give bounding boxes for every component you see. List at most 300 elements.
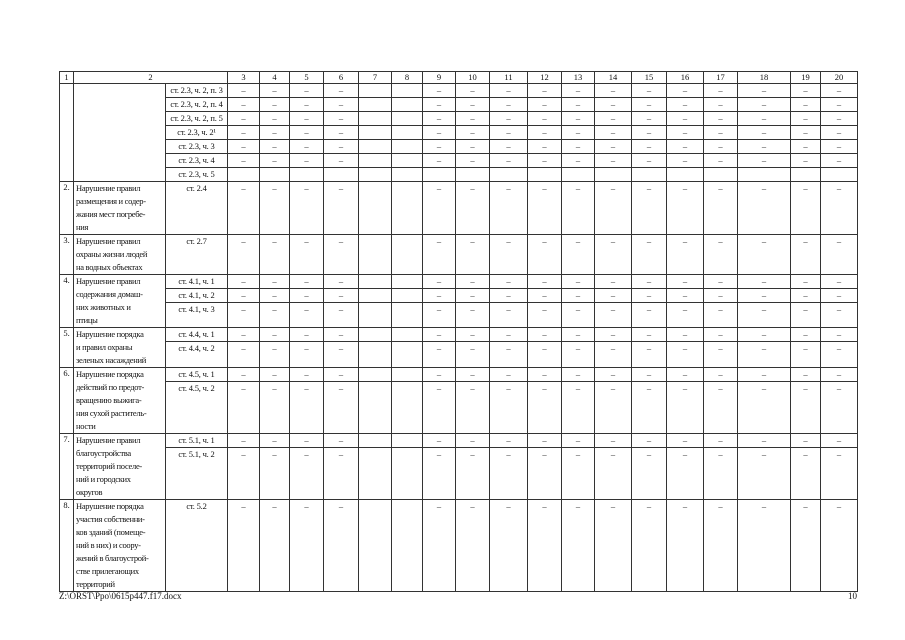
offense-name-line: округов	[76, 487, 103, 497]
value-dash: –	[228, 328, 259, 342]
value-dash: –	[646, 501, 652, 511]
value-dash: –	[423, 98, 455, 112]
value-dash: –	[821, 328, 857, 342]
value-cell	[595, 368, 632, 434]
value-dash: –	[304, 343, 309, 353]
column-number-16: 16	[667, 72, 704, 84]
document-sheet	[59, 71, 857, 592]
value-dash	[392, 289, 422, 303]
value-dash	[228, 168, 259, 181]
value-dash: –	[575, 183, 581, 193]
value-dash: –	[738, 84, 790, 98]
value-dash: –	[228, 368, 259, 382]
value-dash: –	[260, 98, 289, 112]
value-dash: –	[260, 328, 289, 342]
article-reference: ст. 4.1, ч. 3	[178, 304, 215, 314]
value-dash	[392, 168, 422, 181]
value-dash: –	[423, 154, 455, 168]
value-dash: –	[260, 112, 289, 126]
value-dash	[260, 168, 289, 181]
value-cell	[738, 328, 791, 368]
value-dash	[359, 434, 391, 448]
article-reference: ст. 4.4, ч. 1	[166, 328, 227, 342]
value-dash: –	[528, 126, 561, 140]
value-cell	[423, 182, 456, 235]
value-cell	[324, 500, 359, 592]
value-cell	[821, 328, 858, 368]
value-dash: –	[821, 112, 857, 126]
value-cell	[704, 235, 738, 275]
value-dash: –	[682, 449, 688, 459]
value-dash: –	[324, 289, 358, 303]
value-cell	[528, 182, 562, 235]
value-dash: –	[761, 383, 767, 393]
value-dash: –	[718, 383, 723, 393]
value-dash: –	[338, 501, 344, 511]
value-dash	[667, 168, 703, 181]
value-dash: –	[738, 154, 790, 168]
table-row	[60, 328, 858, 368]
value-dash: –	[595, 368, 631, 382]
value-dash	[359, 182, 391, 195]
value-dash: –	[260, 126, 289, 140]
value-dash: –	[704, 140, 737, 154]
value-cell	[490, 84, 528, 182]
value-cell	[821, 275, 858, 328]
value-cell	[632, 275, 667, 328]
value-dash: –	[290, 368, 323, 382]
value-dash: –	[506, 236, 511, 246]
value-dash: –	[575, 501, 581, 511]
value-dash: –	[682, 383, 688, 393]
value-dash: –	[667, 154, 703, 168]
value-dash	[632, 168, 666, 181]
value-dash: –	[528, 434, 561, 448]
offense-name-line	[76, 136, 165, 149]
value-cell	[791, 434, 821, 500]
value-cell	[290, 235, 324, 275]
offense-name-line: зеленых насаждений	[76, 355, 146, 365]
value-dash: –	[791, 140, 820, 154]
value-cell	[456, 368, 490, 434]
column-number-15: 15	[632, 72, 667, 84]
value-dash: –	[272, 183, 277, 193]
value-dash: –	[646, 183, 652, 193]
value-dash: –	[761, 449, 767, 459]
value-dash: –	[803, 449, 808, 459]
column-number-5: 5	[290, 72, 324, 84]
value-dash: –	[436, 343, 442, 353]
value-dash: –	[272, 449, 277, 459]
offense-name	[74, 182, 166, 235]
offense-name-line: и правил охраны	[76, 342, 133, 352]
value-dash	[359, 126, 391, 140]
value-dash: –	[456, 328, 489, 342]
value-cell	[562, 84, 595, 182]
value-cell	[260, 182, 290, 235]
value-dash	[562, 168, 594, 181]
value-cell	[667, 434, 704, 500]
value-dash	[490, 168, 527, 181]
value-dash: –	[595, 140, 631, 154]
value-cell	[791, 84, 821, 182]
value-cell	[290, 500, 324, 592]
column-number-12: 12	[528, 72, 562, 84]
value-cell	[392, 434, 423, 500]
value-cell	[821, 500, 858, 592]
value-dash: –	[632, 368, 666, 382]
article-references	[166, 500, 228, 592]
value-cell	[228, 84, 260, 182]
value-cell	[528, 434, 562, 500]
value-dash: –	[595, 112, 631, 126]
article-references	[166, 434, 228, 500]
value-dash: –	[562, 84, 594, 98]
value-dash: –	[646, 449, 652, 459]
value-dash: –	[290, 126, 323, 140]
value-dash: –	[272, 501, 277, 511]
value-dash: –	[791, 328, 820, 342]
offense-name	[74, 84, 166, 182]
value-dash: –	[290, 289, 323, 303]
value-dash: –	[610, 183, 616, 193]
value-cell	[228, 368, 260, 434]
value-dash: –	[490, 98, 527, 112]
value-dash: –	[470, 236, 475, 246]
value-dash: –	[667, 434, 703, 448]
value-dash: –	[791, 98, 820, 112]
column-number-17: 17	[704, 72, 738, 84]
value-dash: –	[456, 154, 489, 168]
value-dash: –	[272, 343, 277, 353]
value-dash: –	[506, 343, 511, 353]
value-cell	[359, 84, 392, 182]
value-cell	[324, 84, 359, 182]
value-cell	[821, 182, 858, 235]
value-dash: –	[704, 126, 737, 140]
article-reference: ст. 4.4, ч. 2	[178, 343, 215, 353]
value-cell	[821, 235, 858, 275]
value-cell	[392, 235, 423, 275]
value-dash: –	[528, 140, 561, 154]
article-reference: ст. 5.1, ч. 1	[166, 434, 227, 448]
value-dash: –	[436, 304, 442, 314]
value-dash	[392, 154, 422, 168]
offense-name-line: действий по предот-	[76, 382, 145, 392]
value-dash: –	[324, 84, 358, 98]
row-number: 4.	[60, 275, 74, 328]
value-cell	[632, 368, 667, 434]
value-dash	[359, 382, 391, 395]
value-dash	[359, 500, 391, 513]
value-dash: –	[324, 154, 358, 168]
value-dash: –	[338, 183, 344, 193]
value-dash: –	[595, 289, 631, 303]
value-cell	[632, 235, 667, 275]
value-dash: –	[836, 343, 842, 353]
value-dash: –	[290, 328, 323, 342]
value-dash: –	[542, 304, 547, 314]
value-dash: –	[290, 98, 323, 112]
value-dash	[392, 140, 422, 154]
value-cell	[704, 500, 738, 592]
value-cell	[228, 275, 260, 328]
value-cell	[738, 182, 791, 235]
value-dash	[359, 448, 391, 461]
value-cell	[632, 84, 667, 182]
value-dash: –	[575, 383, 581, 393]
value-cell	[490, 434, 528, 500]
value-dash: –	[490, 84, 527, 98]
value-dash: –	[761, 343, 767, 353]
value-cell	[791, 368, 821, 434]
value-cell	[423, 328, 456, 368]
offense-name-line: размещения и содер-	[76, 196, 146, 206]
offense-name	[74, 434, 166, 500]
value-cell	[667, 235, 704, 275]
article-references	[166, 275, 228, 328]
value-dash: –	[718, 236, 723, 246]
value-dash: –	[436, 449, 442, 459]
value-dash: –	[821, 98, 857, 112]
value-dash	[595, 168, 631, 181]
value-dash: –	[738, 289, 790, 303]
value-dash: –	[667, 289, 703, 303]
value-dash	[392, 126, 422, 140]
value-dash: –	[803, 343, 808, 353]
value-dash: –	[667, 368, 703, 382]
value-dash: –	[595, 434, 631, 448]
value-dash: –	[704, 112, 737, 126]
article-reference: ст. 5.2	[186, 501, 207, 511]
row-number: 7.	[60, 434, 74, 500]
value-cell	[704, 328, 738, 368]
value-dash: –	[490, 112, 527, 126]
offense-name-line: ния	[76, 222, 89, 232]
value-dash: –	[272, 304, 277, 314]
value-dash: –	[436, 236, 442, 246]
value-cell	[290, 182, 324, 235]
footer-page-number: 10	[848, 591, 857, 601]
value-dash	[456, 168, 489, 181]
value-dash	[791, 168, 820, 181]
value-dash: –	[632, 98, 666, 112]
offense-name-line: территорий	[76, 579, 115, 589]
value-dash: –	[595, 275, 631, 289]
value-dash: –	[528, 289, 561, 303]
value-cell	[704, 368, 738, 434]
offense-name-line	[76, 84, 165, 97]
value-dash: –	[575, 343, 581, 353]
value-dash: –	[761, 304, 767, 314]
value-cell	[456, 275, 490, 328]
offense-name-line: них животных и	[76, 302, 131, 312]
value-dash: –	[260, 154, 289, 168]
value-cell	[595, 275, 632, 328]
value-cell	[228, 434, 260, 500]
value-cell	[423, 84, 456, 182]
value-cell	[791, 328, 821, 368]
column-number-20: 20	[821, 72, 858, 84]
value-dash: –	[610, 501, 616, 511]
value-cell	[290, 328, 324, 368]
offense-name-line: территорий поселе-	[76, 461, 142, 471]
value-dash: –	[704, 289, 737, 303]
value-dash: –	[324, 112, 358, 126]
value-cell	[490, 368, 528, 434]
value-cell	[456, 84, 490, 182]
value-dash: –	[241, 501, 246, 511]
value-cell	[260, 84, 290, 182]
value-cell	[423, 434, 456, 500]
value-dash: –	[304, 383, 309, 393]
value-dash: –	[542, 236, 547, 246]
value-cell	[821, 84, 858, 182]
column-number-19: 19	[791, 72, 821, 84]
value-cell	[595, 84, 632, 182]
value-dash: –	[704, 328, 737, 342]
value-dash: –	[241, 449, 246, 459]
value-cell	[359, 275, 392, 328]
value-dash: –	[667, 84, 703, 98]
value-dash	[392, 328, 422, 342]
value-cell	[562, 275, 595, 328]
row-number: 3.	[60, 235, 74, 275]
table-row	[60, 500, 858, 592]
value-dash: –	[542, 501, 547, 511]
value-dash: –	[506, 183, 511, 193]
value-dash: –	[738, 126, 790, 140]
value-cell	[791, 275, 821, 328]
value-dash: –	[682, 343, 688, 353]
value-dash: –	[470, 501, 475, 511]
value-dash: –	[290, 112, 323, 126]
table-row	[60, 275, 858, 328]
value-dash: –	[610, 383, 616, 393]
offense-name-line: Нарушение порядка	[76, 369, 144, 379]
article-reference: ст. 2.3, ч. 2¹	[166, 126, 227, 140]
value-dash: –	[667, 112, 703, 126]
value-cell	[290, 434, 324, 500]
value-cell	[738, 84, 791, 182]
value-dash: –	[456, 368, 489, 382]
value-cell	[324, 434, 359, 500]
offense-name-line: содержания домаш-	[76, 289, 143, 299]
value-dash: –	[542, 383, 547, 393]
value-dash	[359, 328, 391, 342]
value-dash: –	[562, 98, 594, 112]
offense-name-line: Нарушение порядка	[76, 501, 144, 511]
offense-name-line: ний и городских	[76, 474, 131, 484]
value-dash	[392, 500, 422, 513]
value-dash: –	[704, 84, 737, 98]
offense-name-line: стве прилегающих	[76, 566, 139, 576]
value-dash: –	[528, 112, 561, 126]
article-references	[166, 328, 228, 368]
article-reference: ст. 2.3, ч. 5	[178, 169, 215, 179]
value-dash: –	[490, 140, 527, 154]
value-dash: –	[667, 140, 703, 154]
value-cell	[456, 235, 490, 275]
value-dash: –	[791, 126, 820, 140]
value-dash: –	[260, 434, 289, 448]
value-dash: –	[791, 275, 820, 289]
value-dash: –	[718, 343, 723, 353]
value-dash: –	[228, 126, 259, 140]
value-dash: –	[791, 112, 820, 126]
value-dash	[359, 112, 391, 126]
value-dash: –	[272, 236, 277, 246]
value-dash: –	[423, 275, 455, 289]
offense-name-line: Нарушение правил	[76, 183, 141, 193]
offense-name-line	[76, 149, 165, 162]
value-dash: –	[738, 275, 790, 289]
article-reference: ст. 4.5, ч. 2	[178, 383, 215, 393]
value-dash: –	[562, 154, 594, 168]
value-cell	[392, 328, 423, 368]
value-cell	[595, 328, 632, 368]
offense-name-line: на водных объектах	[76, 262, 143, 272]
value-dash: –	[324, 328, 358, 342]
value-dash: –	[542, 449, 547, 459]
value-dash: –	[456, 289, 489, 303]
table-row	[60, 368, 858, 434]
value-dash	[392, 448, 422, 461]
value-cell	[528, 84, 562, 182]
value-dash: –	[456, 140, 489, 154]
column-number-1: 1	[60, 72, 74, 84]
value-dash	[704, 168, 737, 181]
value-cell	[456, 328, 490, 368]
value-cell	[704, 434, 738, 500]
value-dash: –	[423, 434, 455, 448]
column-number-row	[60, 72, 858, 84]
value-cell	[738, 235, 791, 275]
value-cell	[359, 434, 392, 500]
value-dash: –	[836, 501, 842, 511]
offense-name-line: Нарушение правил	[76, 276, 141, 286]
value-dash: –	[646, 236, 652, 246]
value-dash	[392, 275, 422, 289]
value-dash: –	[490, 275, 527, 289]
value-dash: –	[803, 236, 808, 246]
value-dash	[359, 275, 391, 289]
value-dash	[392, 84, 422, 98]
value-dash: –	[228, 98, 259, 112]
value-dash: –	[562, 275, 594, 289]
value-dash: –	[761, 183, 767, 193]
value-cell	[667, 84, 704, 182]
value-dash	[392, 382, 422, 395]
value-dash: –	[632, 140, 666, 154]
value-dash: –	[682, 501, 688, 511]
value-dash	[359, 168, 391, 181]
article-reference: ст. 2.3, ч. 3	[166, 140, 227, 154]
value-dash: –	[456, 112, 489, 126]
value-dash: –	[470, 383, 475, 393]
value-dash: –	[490, 368, 527, 382]
article-reference: ст. 4.1, ч. 1	[166, 275, 227, 289]
value-dash: –	[562, 289, 594, 303]
column-number-18: 18	[738, 72, 791, 84]
value-dash: –	[241, 183, 246, 193]
value-cell	[456, 182, 490, 235]
value-dash: –	[803, 501, 808, 511]
value-cell	[290, 84, 324, 182]
value-cell	[632, 500, 667, 592]
value-dash	[290, 168, 323, 181]
value-cell	[562, 500, 595, 592]
